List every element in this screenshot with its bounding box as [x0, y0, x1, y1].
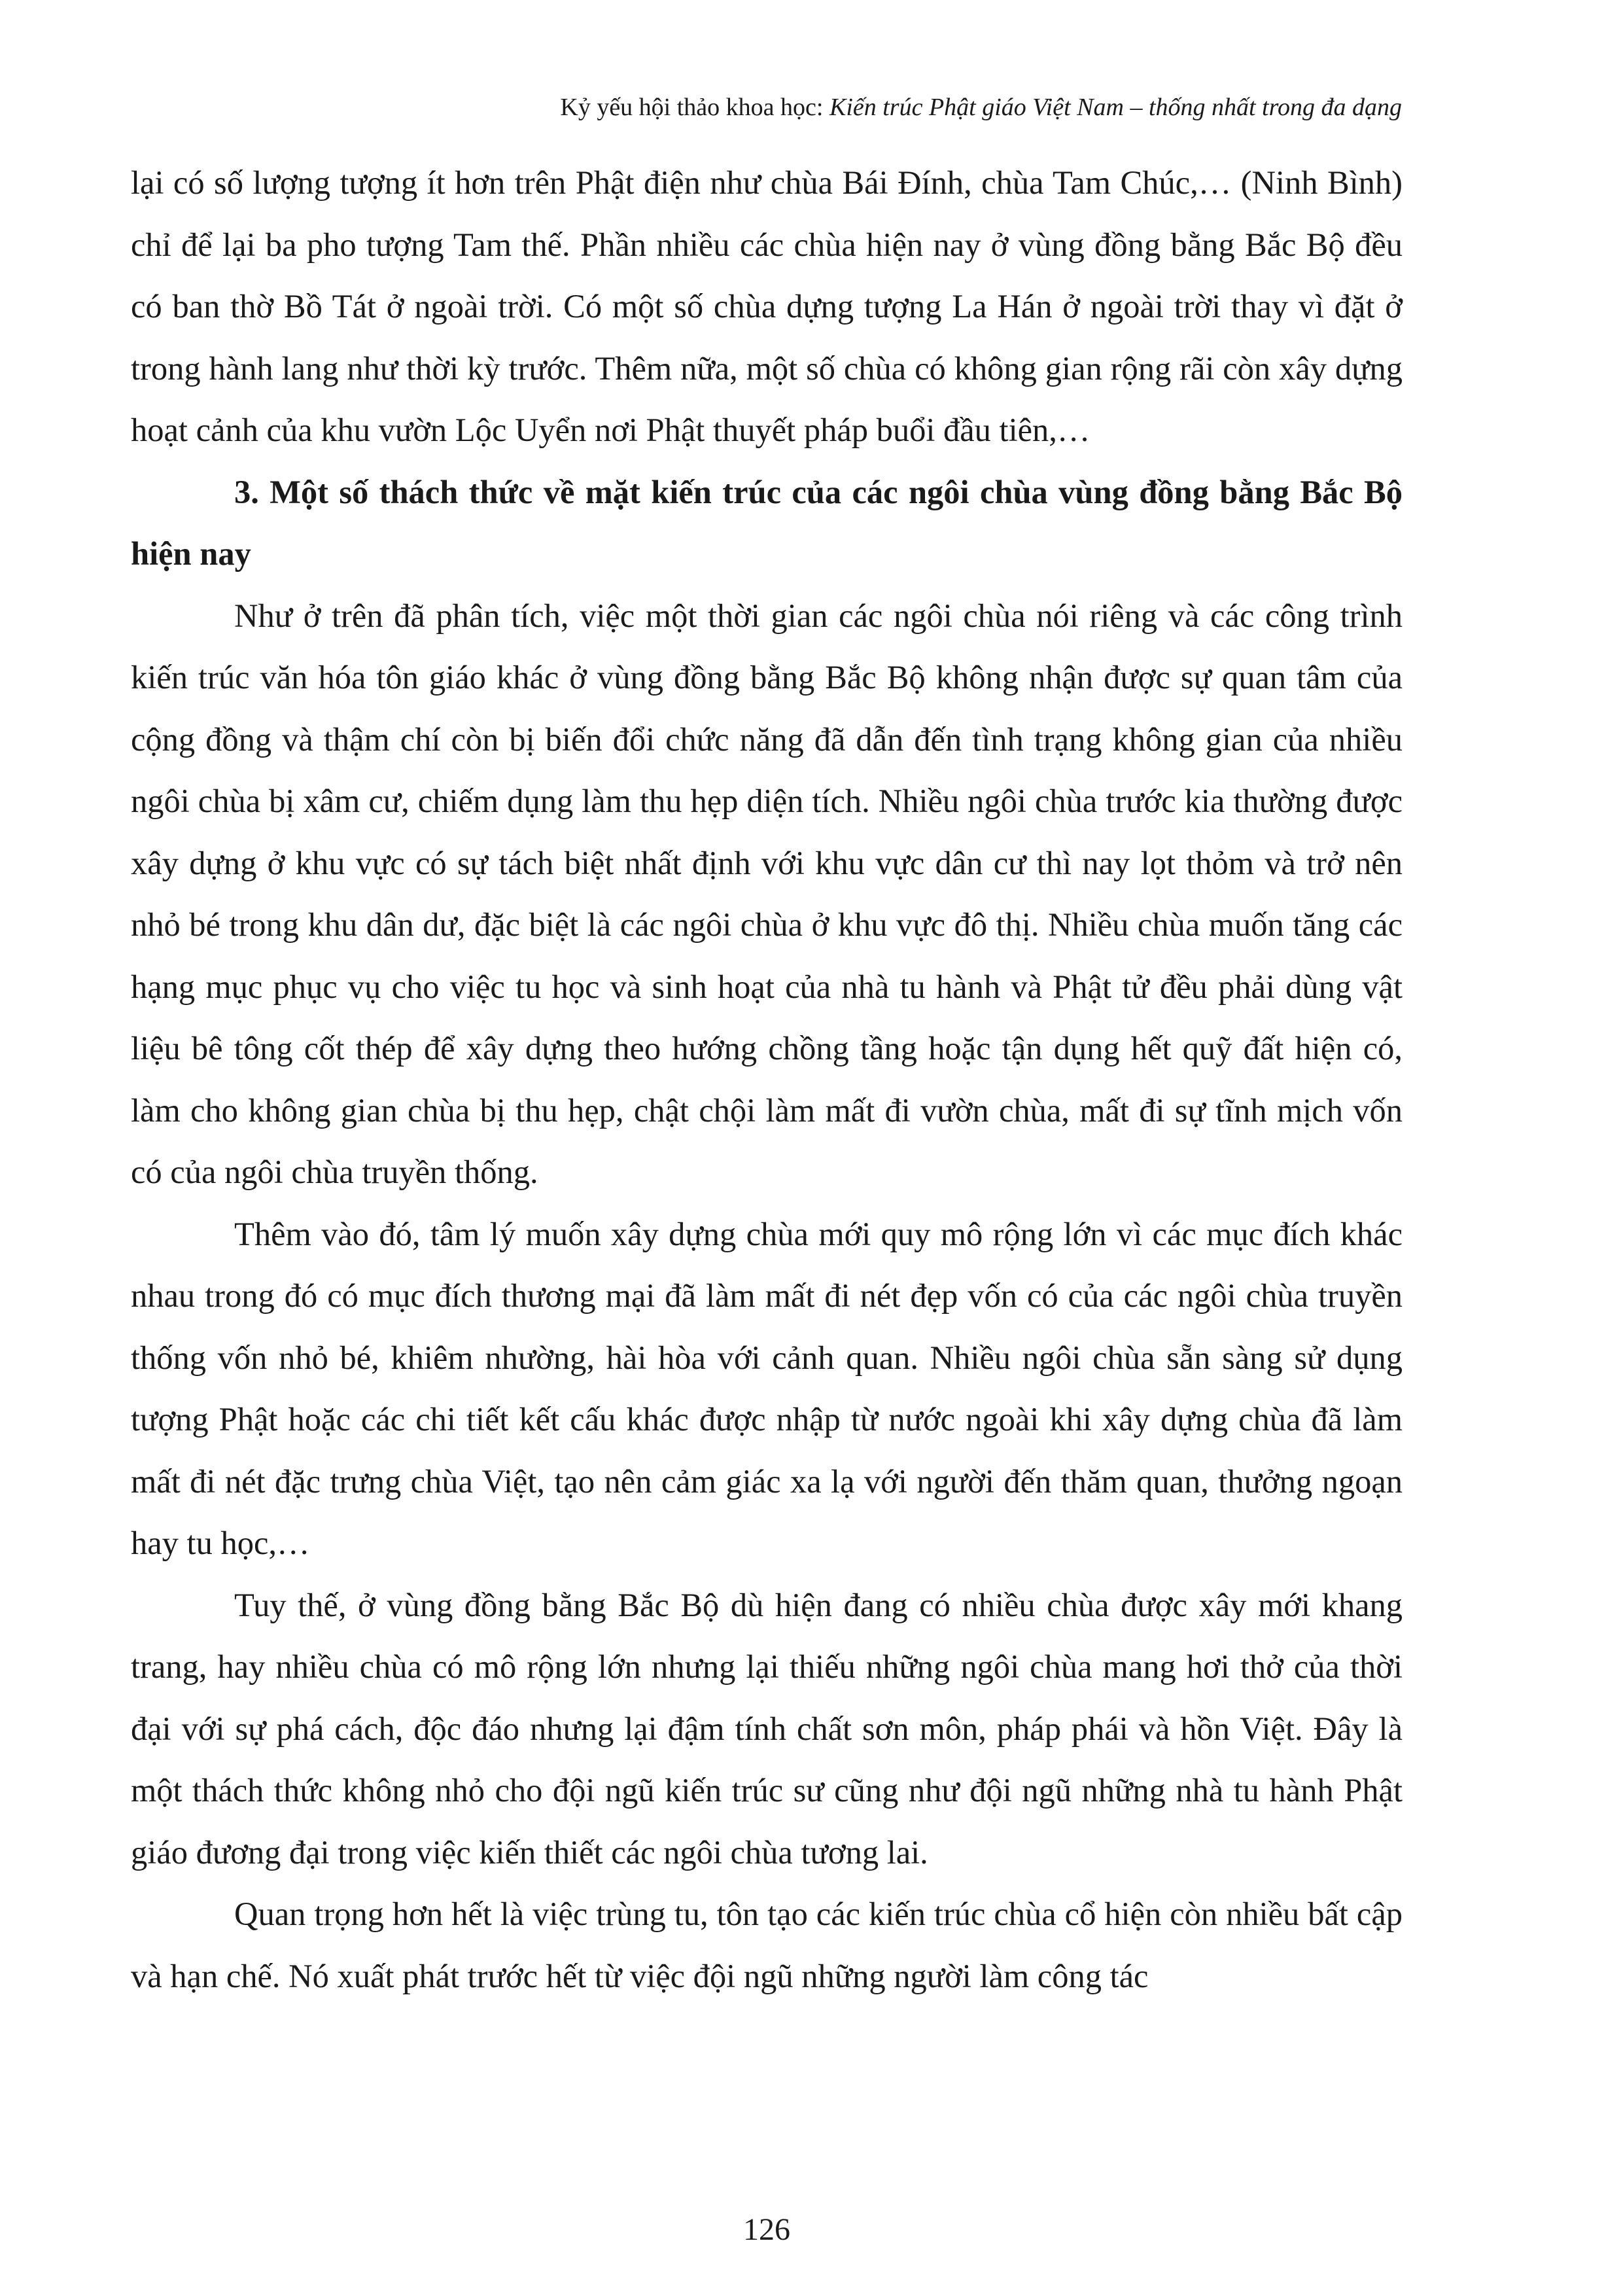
paragraph: Tuy thế, ở vùng đồng bằng Bắc Bộ dù hiện đang có nhiều chùa được xây mới khang trang, hay nhiều chùa có mô rộng lớn nhưng lại thiếu những ngôi chùa mang hơi thở của thời đại với sự phá cách, độc đáo nhưng lại đậm tính chất sơn môn, pháp phái và hồn Việt. Đây là một thách thức không nhỏ cho đội ngũ kiến trúc sư cũng như đội ngũ những nhà tu hành Phật giáo đương đại trong việc kiến thiết các ngôi chùa tương lai.: [131, 1586, 1403, 1871]
paragraph-continuation: lại có số lượng tượng ít hơn trên Phật điện như chùa Bái Đính, chùa Tam Chúc,… (Ninh Bình) chỉ để lại ba pho tượng Tam thế. Phần nhiều các chùa hiện nay ở vùng đồng bằng Bắc Bộ đều có ban thờ Bồ Tát ở ngoài trời. Có một số chùa dựng tượng La Hán ở ngoài trời thay vì đặt ở trong hành lang như thời kỳ trước. Thêm nữa, một số chùa có không gian rộng rãi còn xây dựng hoạt cảnh của khu vườn Lộc Uyển nơi Phật thuyết pháp buổi đầu tiên,…: [131, 164, 1403, 448]
section-heading: 3. Một số thách thức về mặt kiến trúc của các ngôi chùa vùng đồng bằng Bắc Bộ hiện nay: [131, 473, 1403, 572]
header-title: Kiến trúc Phật giáo Việt Nam – thống nhất trong đa dạng: [829, 94, 1402, 121]
paragraph: Thêm vào đó, tâm lý muốn xây dựng chùa mới quy mô rộng lớn vì các mục đích khác nhau trong đó có mục đích thương mại đã làm mất đi nét đẹp vốn có của các ngôi chùa truyền thống vốn nhỏ bé, khiêm nhường, hài hòa với cảnh quan. Nhiều ngôi chùa sẵn sàng sử dụng tượng Phật hoặc các chi tiết kết cấu khác được nhập từ nước ngoài khi xây dựng chùa đã làm mất đi nét đặc trưng chùa Việt, tạo nên cảm giác xa lạ với người đến thăm quan, thưởng ngoạn hay tu học,…: [131, 1215, 1403, 1561]
paragraph: Như ở trên đã phân tích, việc một thời gian các ngôi chùa nói riêng và các công trình kiến trúc văn hóa tôn giáo khác ở vùng đồng bằng Bắc Bộ không nhận được sự quan tâm của cộng đồng và thậm chí còn bị biến đổi chức năng đã dẫn đến tình trạng không gian của nhiều ngôi chùa bị xâm cư, chiếm dụng làm thu hẹp diện tích. Nhiều ngôi chùa trước kia thường được xây dựng ở khu vực có sự tách biệt nhất định với khu vực dân cư thì nay lọt thỏm và trở nên nhỏ bé trong khu dân dư, đặc biệt là các ngôi chùa ở khu vực đô thị. Nhiều chùa muốn tăng các hạng mục phục vụ cho việc tu học và sinh hoạt của nhà tu hành và Phật tử đều phải dùng vật liệu bê tông cốt thép để xây dựng theo hướng chồng tầng hoặc tận dụng hết quỹ đất hiện có, làm cho không gian chùa bị thu hẹp, chật chội làm mất đi vườn chùa, mất đi sự tĩnh mịch vốn có của ngôi chùa truyền thống.: [131, 597, 1403, 1190]
page-number: 126: [743, 2212, 790, 2247]
header-prefix: Kỷ yếu hội thảo khoa học:: [560, 94, 829, 121]
running-header: [560, 92, 1402, 123]
page-body: [131, 152, 1403, 2007]
paragraph: Quan trọng hơn hết là việc trùng tu, tôn tạo các kiến trúc chùa cổ hiện còn nhiều bất cập và hạn chế. Nó xuất phát trước hết từ việc đội ngũ những người làm công tác: [131, 1896, 1403, 1994]
